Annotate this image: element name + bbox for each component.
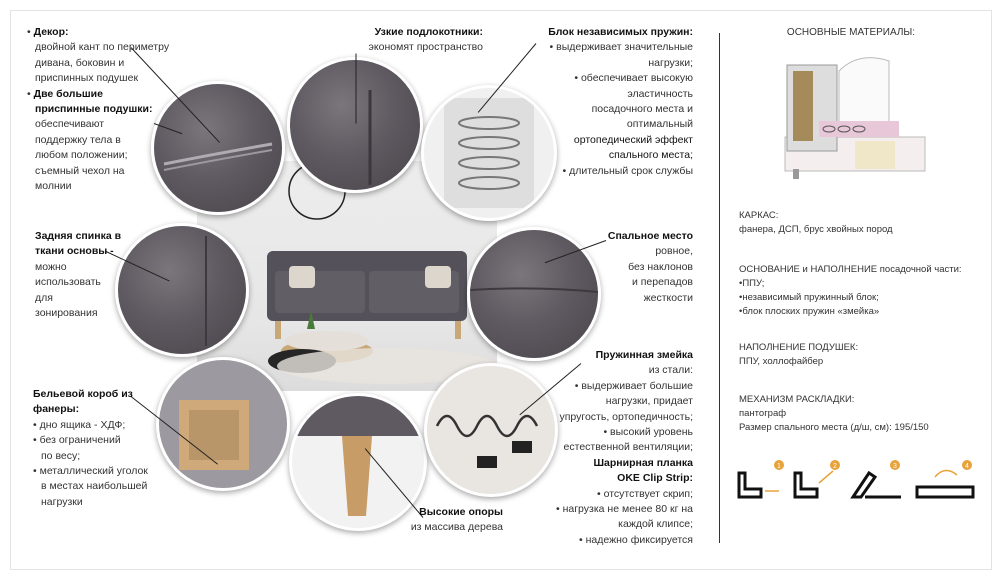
pillow-text: ППУ, холлофайбер bbox=[739, 356, 824, 367]
step-number: 4 bbox=[965, 463, 969, 470]
pillow-section bbox=[739, 341, 979, 369]
clip-line: каждой клипсе; bbox=[618, 518, 693, 531]
mechanism-title: МЕХАНИЗМ РАСКЛАДКИ: bbox=[739, 394, 855, 405]
decor-callout: • Декор: двойной кант по периметру дивана, боковин и приспинных подушек • Две большие приспинные подушки: обеспечивают поддержку тела в любом положении; съемный чехол на молнии bbox=[27, 25, 177, 194]
base-item: блок плоских пружин «змейка» bbox=[742, 306, 880, 317]
step-number: 2 bbox=[833, 463, 837, 470]
legs-text: из массива дерева bbox=[410, 521, 503, 534]
clip-strip-title: Шарнирная планка bbox=[593, 456, 693, 469]
storage-line: металлический уголок bbox=[39, 465, 148, 478]
storage-line: нагрузки bbox=[41, 495, 83, 508]
sofa-cross-section bbox=[779, 51, 931, 181]
armrest-text: экономят пространство bbox=[368, 41, 483, 54]
pocket-line: обеспечивает высокую bbox=[580, 72, 693, 85]
pocket-line: выдерживает значительные bbox=[556, 41, 693, 54]
back-title: Задняя спинка в bbox=[35, 230, 122, 242]
back-line: для bbox=[35, 291, 53, 304]
serpentine-callout: Пружинная змейка из стали: • выдерживает большие нагрузки, придает упругость, ортопедичность; • высокий уровень естественной вентиляции; Шарнирная планка OKE Clip Strip: • отсутствует скрип; • нагрузка не менее 80 кг на каждой клипсе; • надежно фиксируется bbox=[541, 348, 693, 548]
armrest-title: Узкие подлокотники: bbox=[374, 26, 483, 38]
pocket-spring-title: Блок независимых пружин: bbox=[548, 26, 693, 38]
frame-section bbox=[739, 209, 979, 237]
mechanism-section bbox=[739, 393, 984, 435]
sleeping-line: ровное, bbox=[655, 245, 693, 258]
back-title-2: ткани основы - bbox=[35, 245, 114, 258]
sleeping-callout bbox=[571, 229, 693, 306]
pocket-line: спального места; bbox=[608, 149, 693, 162]
decor-title: Декор: bbox=[33, 26, 69, 38]
legs-title: Высокие опоры bbox=[419, 506, 503, 518]
serpentine-line: нагрузки, придает bbox=[605, 395, 693, 408]
storage-line: без ограничений bbox=[39, 434, 121, 447]
column-divider bbox=[719, 33, 720, 543]
clip-line: нагрузка не менее 80 кг на bbox=[562, 503, 693, 516]
materials-heading: ОСНОВНЫЕ МАТЕРИАЛЫ: bbox=[786, 27, 916, 38]
pillows-line: съемный чехол на bbox=[35, 164, 125, 177]
leader-line bbox=[356, 54, 357, 124]
storage-box-photo bbox=[156, 357, 290, 491]
pillows-line: поддержку тела в bbox=[35, 133, 121, 146]
pillows-title: Две большие bbox=[33, 87, 103, 100]
frame-title: КАРКАС: bbox=[739, 210, 779, 221]
pocket-spring-callout: Блок независимых пружин: • выдерживает значительные нагрузки; • обеспечивает высокую эластичность посадочного места и оптимальный ортопедический эффект спального места; • длительный срок службы bbox=[531, 25, 693, 179]
decor-line: дивана, боковин и bbox=[35, 56, 125, 69]
pillows-line: молнии bbox=[35, 180, 72, 193]
serpentine-line: выдерживает большие bbox=[581, 379, 693, 392]
serpentine-spring-photo bbox=[424, 363, 558, 497]
pocket-line: длительный срок службы bbox=[569, 164, 693, 177]
base-title: ОСНОВАНИЕ и НАПОЛНЕНИЕ посадочной части: bbox=[739, 264, 962, 275]
serpentine-line: высокий уровень bbox=[610, 426, 693, 439]
pocket-line: эластичность bbox=[627, 87, 693, 100]
legs-callout bbox=[391, 505, 503, 536]
back-callout bbox=[35, 229, 145, 321]
armrest-callout bbox=[341, 25, 483, 56]
mechanism-text: пантограф bbox=[739, 408, 787, 419]
infographic-page bbox=[10, 10, 992, 570]
decor-line: двойной кант по периметру bbox=[35, 41, 170, 54]
pocket-line: ортопедический эффект bbox=[573, 133, 693, 146]
pillows-line: любом положении; bbox=[35, 149, 128, 162]
pocket-line: нагрузки; bbox=[648, 56, 693, 69]
base-item: ППУ; bbox=[742, 278, 765, 289]
back-line: зонирования bbox=[35, 307, 98, 320]
sleeping-line: без наклонов bbox=[628, 260, 693, 273]
pocket-line: оптимальный bbox=[626, 118, 693, 131]
pocket-line: посадочного места и bbox=[591, 103, 693, 116]
base-section: ОСНОВАНИЕ и НАПОЛНЕНИЕ посадочной части: •ППУ; •независимый пружинный блок; •блок плоских пружин «змейка» bbox=[739, 263, 984, 319]
base-item: независимый пружинный блок; bbox=[742, 292, 879, 303]
frame-text: фанера, ДСП, брус хвойных пород bbox=[739, 224, 893, 235]
pillows-title-2: приспинные подушки: bbox=[35, 103, 153, 116]
storage-line: дно ящика - ХДФ; bbox=[39, 418, 126, 431]
sleeping-size: Размер спального места (д/ш, см): 195/150 bbox=[739, 422, 929, 433]
serpentine-line: из стали: bbox=[648, 364, 693, 377]
serpentine-title: Пружинная змейка bbox=[595, 349, 693, 361]
clip-line: надежно фиксируется bbox=[585, 533, 693, 546]
storage-title-2: фанеры: bbox=[33, 403, 80, 416]
back-line: можно bbox=[35, 260, 67, 273]
clip-strip-title-2: OKE Clip Strip: bbox=[617, 472, 693, 485]
step-number: 1 bbox=[777, 463, 781, 470]
storage-title: Бельевой короб из bbox=[33, 388, 133, 400]
storage-line: по весу; bbox=[41, 449, 81, 462]
step-number: 3 bbox=[893, 463, 897, 470]
clip-line: отсутствует скрип; bbox=[603, 487, 693, 500]
serpentine-line: естественной вентиляции; bbox=[563, 441, 693, 454]
pillows-line: обеспечивают bbox=[35, 118, 105, 131]
pillow-title: НАПОЛНЕНИЕ ПОДУШЕК: bbox=[739, 342, 859, 353]
mechanism-steps bbox=[735, 457, 981, 507]
sleeping-line: и перепадов bbox=[631, 276, 693, 289]
serpentine-line: упругость, ортопедичность; bbox=[559, 410, 693, 423]
back-line: использовать bbox=[35, 276, 101, 289]
storage-callout: Бельевой короб из фанеры: • дно ящика - ХДФ; • без ограничений по весу; • металлический уголок в местах наибольшей нагрузки bbox=[33, 387, 173, 510]
sleeping-title: Спальное место bbox=[607, 230, 693, 242]
storage-line: в местах наибольшей bbox=[41, 480, 148, 493]
decor-line: приспинных подушек bbox=[35, 72, 139, 85]
sleeping-line: жесткости bbox=[643, 291, 693, 304]
